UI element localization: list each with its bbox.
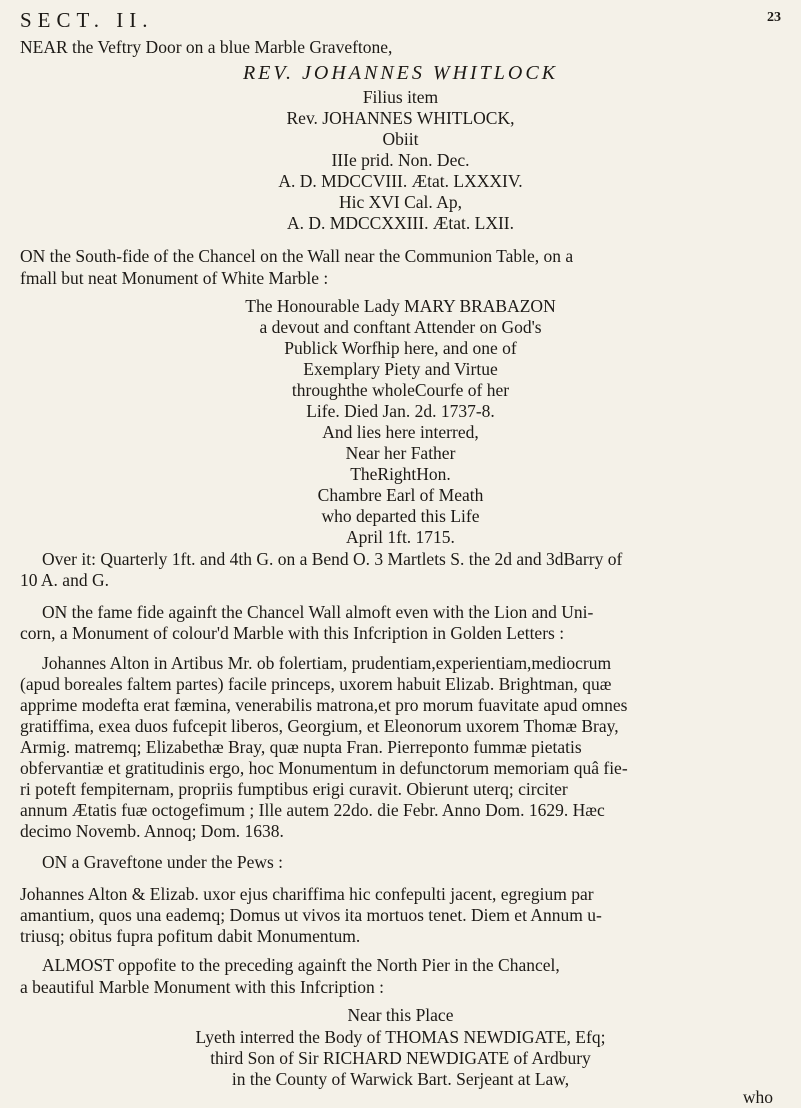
lion-unicorn-line: apprime modefta erat fæmina, venerabilis matrona,et pro morum fuavitate apud omnes [20,695,628,715]
near-vestry-line: A. D. MDCCVIII. Ætat. LXXXIV. [278,171,523,191]
page-number: 23 [767,10,781,25]
south-side-line: ON the South-fide of the Chancel on the Wall near the Communion Table, on a [20,246,574,266]
near-vestry-line: A. D. MDCCXXIII. Ætat. LXII. [287,213,514,233]
lion-unicorn-line: corn, a Monument of colour'd Marble with this Infcription in Golden Letters : [20,623,565,643]
south-side-line: And lies here interred, [322,422,479,442]
south-side-line: who departed this Life [321,506,480,526]
south-side-line: Life. Died Jan. 2d. 1737-8. [306,401,495,421]
south-side-line: Over it: Quarterly 1ft. and 4th G. on a Bend O. 3 Martlets S. the 2d and 3dBarry of [42,549,623,569]
near-vestry-line: IIIe prid. Non. Dec. [331,150,470,170]
south-side-line: throughthe wholeCourfe of her [291,380,510,400]
lion-unicorn-line: annum Ætatis fuæ octogefimum ; Ille autem 22do. die Febr. Anno Dom. 1629. Hæc [20,800,605,820]
near-vestry-line: REV. JOHANNES WHITLOCK [242,62,559,84]
pews-line: Johannes Alton & Elizab. uxor ejus chariffima hic confepulti jacent, egregium par [20,884,594,904]
lion-unicorn-line: ri poteft fempiternam, propriis fumptibus erigi curavit. Obierunt uterq; circiter [20,779,568,799]
north-pier-line: in the County of Warwick Bart. Serjeant at Law, [231,1069,570,1089]
lion-unicorn-line: ON the fame fide againft the Chancel Wall almoft even with the Lion and Uni- [42,602,594,622]
section-heading: SECT. II. [20,8,154,32]
pews-line: triusq; obitus fupra pofitum dabit Monumentum. [20,926,361,946]
running-header [20,8,781,38]
north-pier-line: third Son of Sir RICHARD NEWDIGATE of Ardbury [210,1048,591,1068]
north-pier-line: Lyeth interred the Body of THOMAS NEWDIGATE, Efq; [195,1027,606,1047]
south-side-line: Near her Father [345,443,456,463]
near-vestry-line: Obiit [382,129,419,149]
lion-unicorn-line: gratiffima, exea duos fufcepit liberos, Georgium, et Eleonorum uxorem Thomæ Bray, [20,716,619,736]
south-side-line: The Honourable Lady MARY BRABAZON [245,296,556,316]
north-pier-line: ALMOST oppofite to the preceding againft the North Pier in the Chancel, [42,955,560,975]
lion-unicorn-line: decimo Novemb. Annoq; Dom. 1638. [20,821,284,841]
south-side-line: April 1ft. 1715. [346,527,455,547]
south-side-line: Publick Worfhip here, and one of [284,338,517,358]
pews-line: ON a Graveftone under the Pews : [42,852,284,872]
south-side-line: fmall but neat Monument of White Marble : [20,268,329,288]
north-pier-line: a beautiful Marble Monument with this Infcription : [20,977,385,997]
south-side-line: Chambre Earl of Meath [317,485,484,505]
lion-unicorn-line: Armig. matremq; Elizabethæ Bray, quæ nupta Fran. Pierreponto fummæ pietatis [20,737,582,757]
near-vestry-line: Hic XVI Cal. Ap, [339,192,462,212]
near-vestry-line: Rev. JOHANNES WHITLOCK, [286,108,515,128]
south-side-line: Exemplary Piety and Virtue [303,359,498,379]
lion-unicorn-line: (apud boreales faltem partes) facile princeps, uxorem habuit Elizab. Brightman, quæ [20,674,612,694]
lion-unicorn-line: obfervantiæ et gratitudinis ergo, hoc Monumentum in defunctorum memoriam quâ fie- [20,758,628,778]
north-pier-line: who [742,1087,773,1107]
south-side-line: TheRightHon. [350,464,451,484]
near-vestry-line: NEAR the Veftry Door on a blue Marble Graveftone, [20,37,393,57]
south-side-line: 10 A. and G. [20,570,109,590]
near-vestry-line: Filius item [362,87,439,107]
north-pier-line: Near this Place [347,1005,454,1025]
pews-line: amantium, quos una eademq; Domus ut vivos ita mortuos tenet. Diem et Annum u- [20,905,602,925]
lion-unicorn-line: Johannes Alton in Artibus Mr. ob folertiam, prudentiam,experientiam,mediocrum [42,653,612,673]
south-side-line: a devout and conftant Attender on God's [259,317,542,337]
